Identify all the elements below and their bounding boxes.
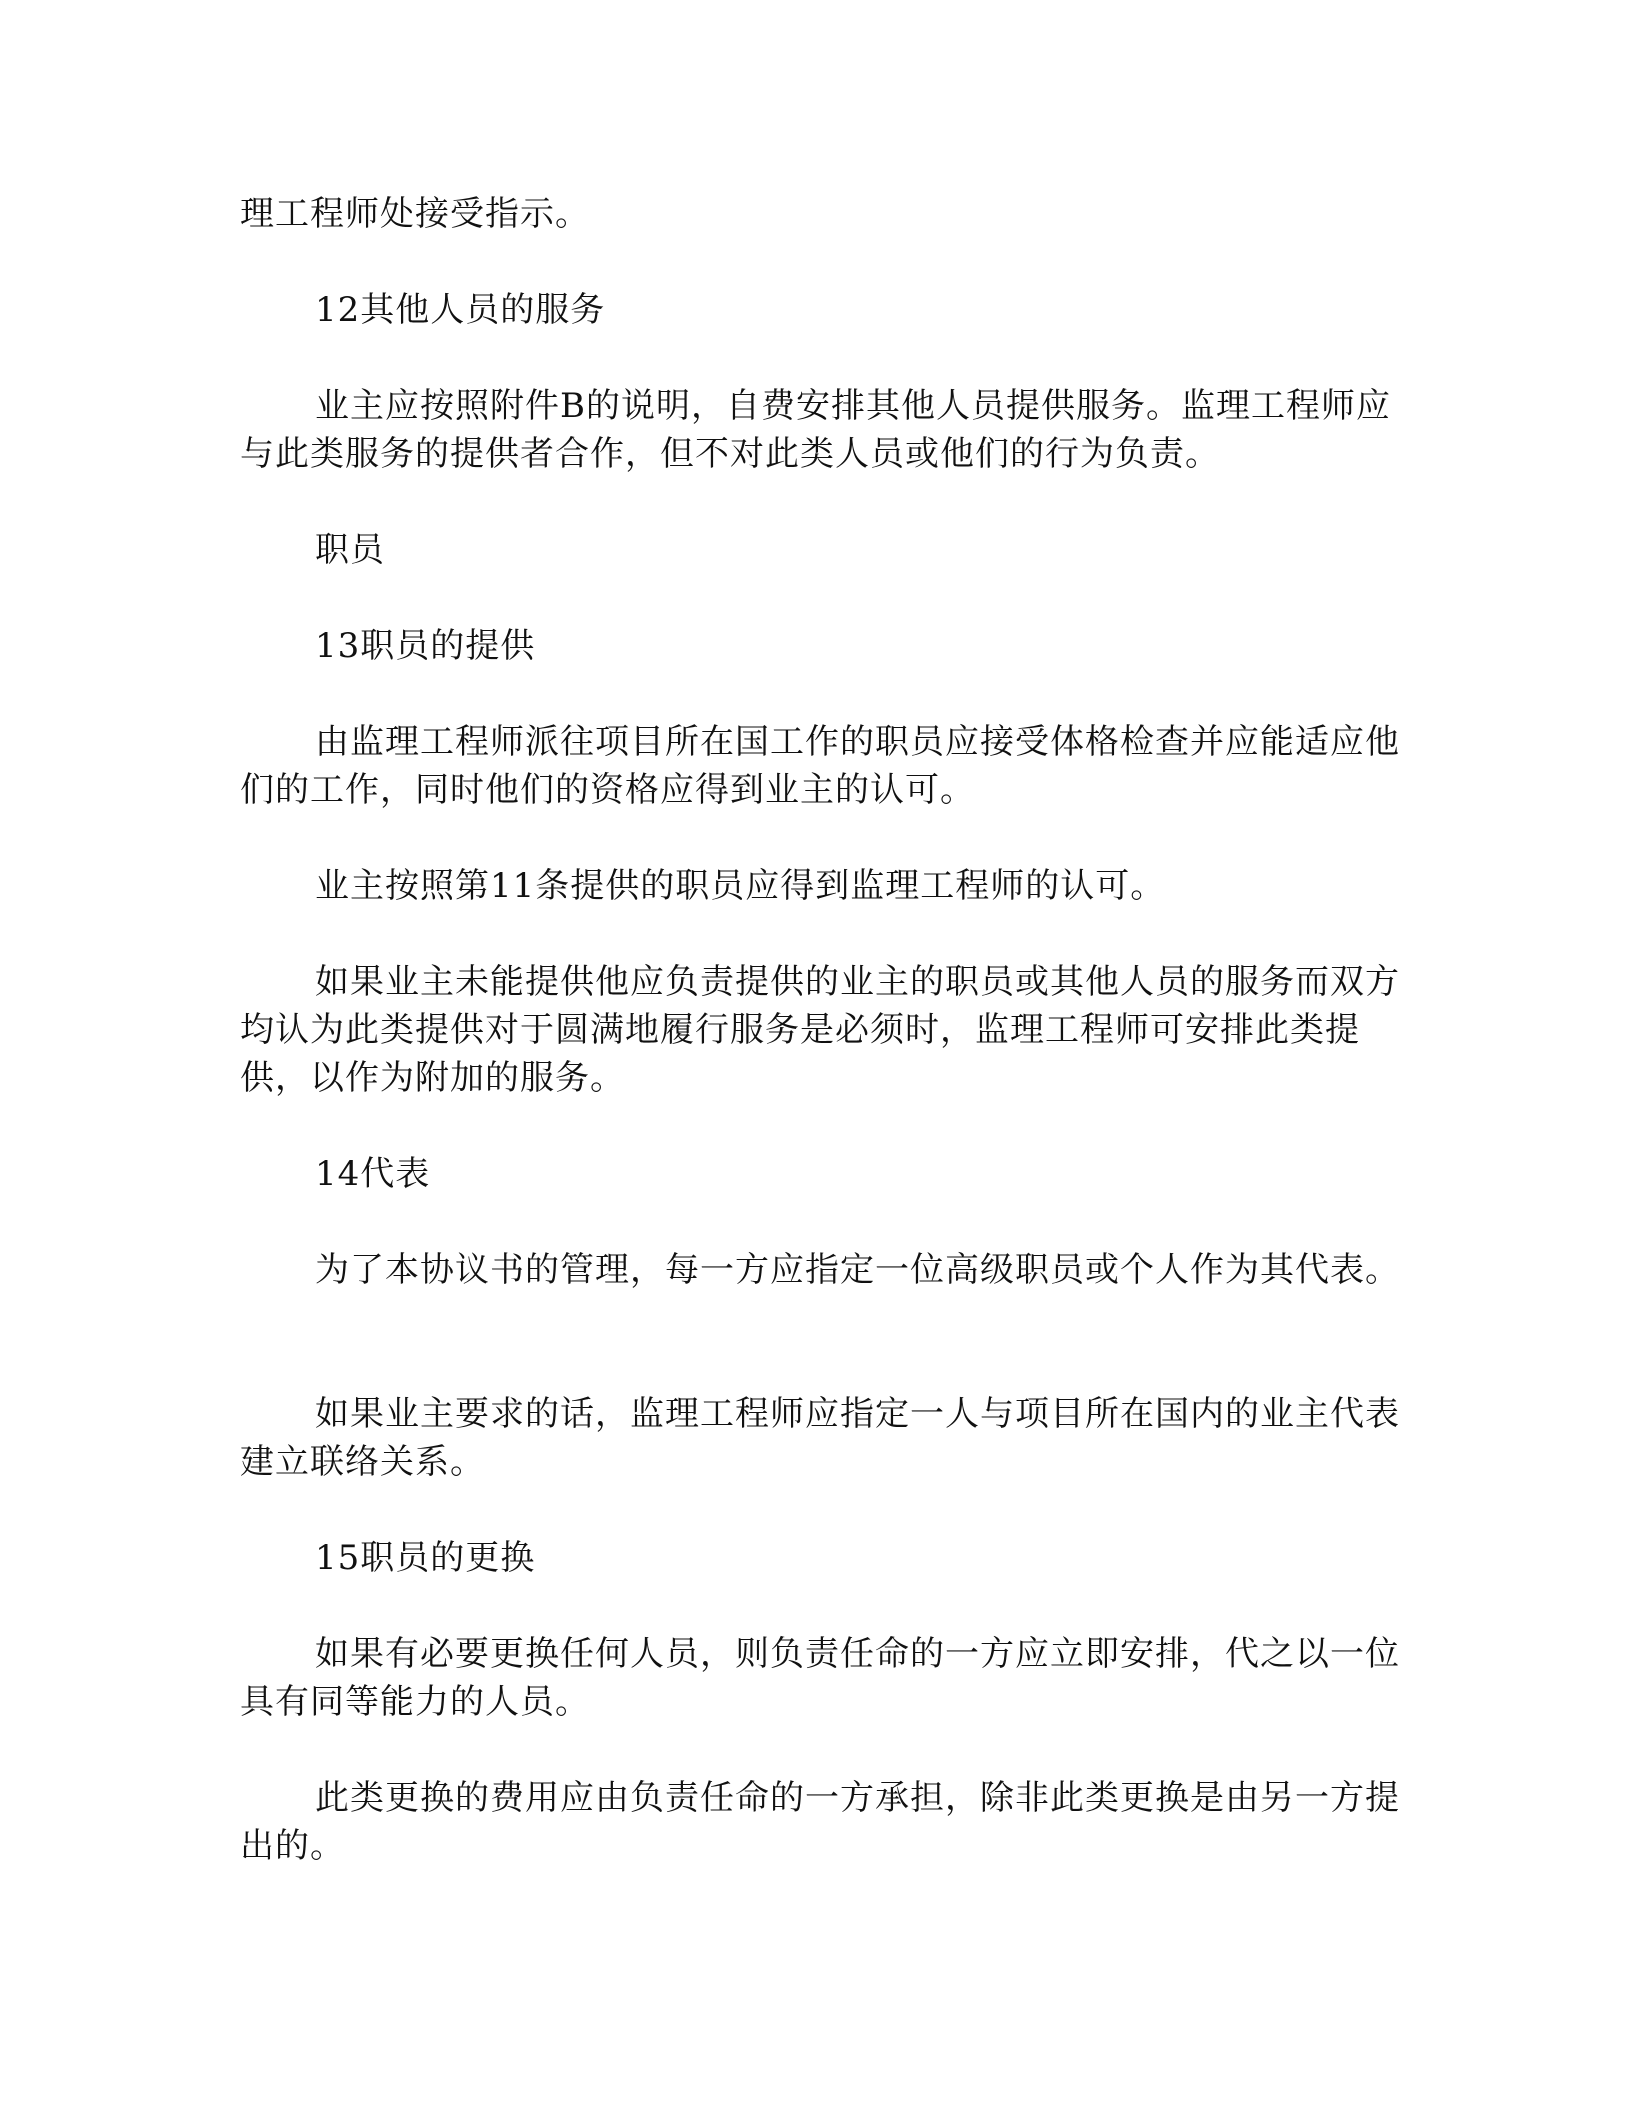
section-heading-12: 12其他人员的服务 [315,290,606,330]
section-heading-staff: 职员 [315,530,385,570]
paragraph-replacement-cost: 此类更换的费用应由负责任命的一方承担，除非此类更换是由另一方提出的。 [240,1778,1400,1866]
section-heading-14: 14代表 [315,1154,431,1194]
paragraph-liaison: 如果业主要求的话，监理工程师应指定一人与项目所在国内的业主代表建立联络关系。 [240,1394,1400,1482]
paragraph-continuation: 理工程师处接受指示。 [240,194,590,234]
paragraph-representatives: 为了本协议书的管理，每一方应指定一位高级职员或个人作为其代表。 [315,1250,1400,1290]
paragraph-staff-provision: 由监理工程师派往项目所在国工作的职员应接受体格检查并应能适应他们的工作，同时他们的资格应得到业主的认可。 [240,722,1400,810]
paragraph-other-services: 业主应按照附件B的说明，自费安排其他人员提供服务。监理工程师应与此类服务的提供者合作，但不对此类人员或他们的行为负责。 [240,386,1391,474]
paragraph-owner-staff-approval: 业主按照第11条提供的职员应得到监理工程师的认可。 [315,866,1166,906]
paragraph-additional-services: 如果业主未能提供他应负责提供的业主的职员或其他人员的服务而双方均认为此类提供对于圆满地履行服务是必须时，监理工程师可安排此类提供，以作为附加的服务。 [240,962,1400,1098]
section-heading-13: 13职员的提供 [315,626,536,666]
section-heading-15: 15职员的更换 [315,1538,536,1578]
paragraph-replacement: 如果有必要更换任何人员，则负责任命的一方应立即安排，代之以一位具有同等能力的人员。 [240,1634,1400,1722]
